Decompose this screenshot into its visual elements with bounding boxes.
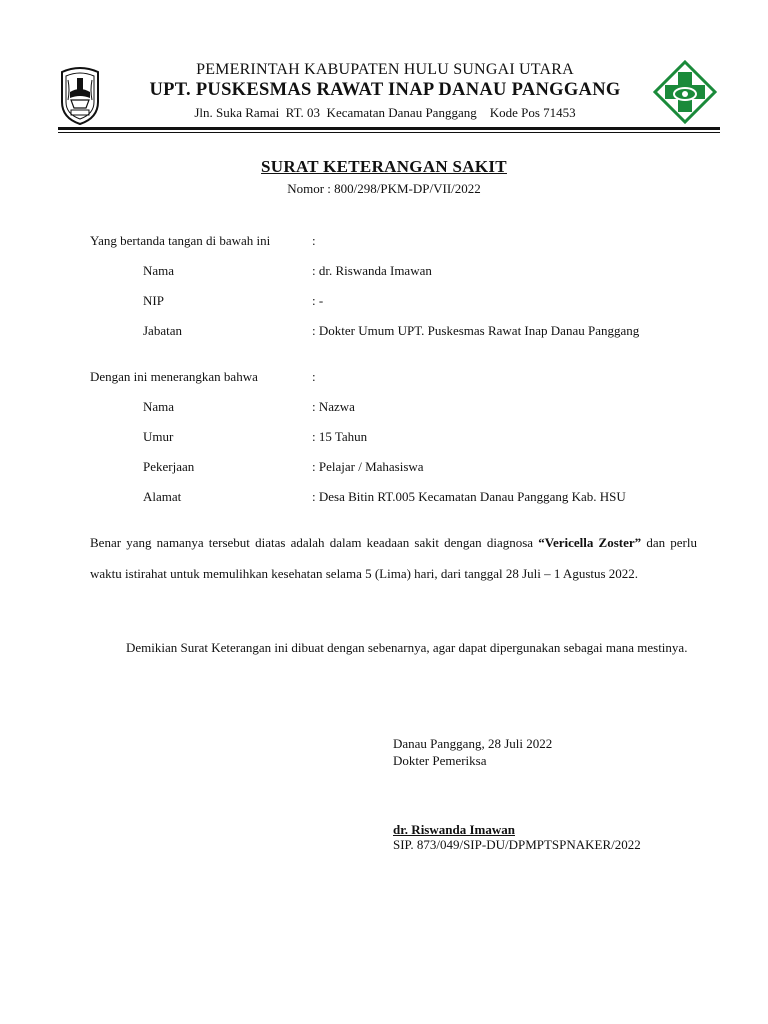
statement-paragraph xyxy=(90,527,697,589)
closing-paragraph: Demikian Surat Keterangan ini dibuat dengan sebenarnya, agar dapat dipergunakan sebagai mana mestinya. xyxy=(126,640,688,655)
regency-emblem-icon xyxy=(58,66,102,126)
letterhead-divider xyxy=(58,127,720,130)
signer-nip-label: NIP xyxy=(143,293,164,308)
patient-occupation-value: : Pelajar / Mahasiswa xyxy=(312,459,424,474)
patient-age-value: : 15 Tahun xyxy=(312,429,368,444)
signer-nip-value: : - xyxy=(312,293,324,308)
statement-text-before: Benar yang namanya tersebut diatas adalah dalam keadaan sakit dengan diagnosa xyxy=(90,535,539,550)
institution-name: UPT. PUSKESMAS RAWAT INAP DANAU PANGGANG xyxy=(149,80,621,100)
patient-name-label: Nama xyxy=(143,399,175,414)
document-title: SURAT KETERANGAN SAKIT xyxy=(261,157,507,176)
signer-intro-colon: : xyxy=(312,233,316,248)
patient-name-value: : Nazwa xyxy=(312,399,355,414)
signature-place-date: Danau Panggang, 28 Juli 2022 xyxy=(393,736,553,751)
signature-sip: SIP. 873/049/SIP-DU/DPMPTSPNAKER/2022 xyxy=(393,837,641,852)
statement-text-after: dan perlu waktu istirahat untuk memulihkan kesehatan selama 5 (Lima) hari, dari tanggal 28 Juli – 1 Agustus 2022. xyxy=(90,535,697,581)
signature-role: Dokter Pemeriksa xyxy=(393,753,487,768)
puskesmas-logo-icon xyxy=(653,60,717,124)
patient-occupation-label: Pekerjaan xyxy=(143,459,195,474)
institution-address: Jln. Suka Ramai RT. 03 Kecamatan Danau Panggang Kode Pos 71453 xyxy=(194,105,576,120)
signer-position-label: Jabatan xyxy=(143,323,182,338)
signer-intro-label: Yang bertanda tangan di bawah ini xyxy=(90,233,271,248)
signer-name-value: : dr. Riswanda Imawan xyxy=(312,263,432,278)
signature-name: dr. Riswanda Imawan xyxy=(393,822,515,837)
patient-intro-colon: : xyxy=(312,369,316,384)
patient-age-label: Umur xyxy=(143,429,174,444)
patient-address-value: : Desa Bitin RT.005 Kecamatan Danau Panggang Kab. HSU xyxy=(312,489,626,504)
patient-intro-label: Dengan ini menerangkan bahwa xyxy=(90,369,258,384)
signer-position-value: : Dokter Umum UPT. Puskesmas Rawat Inap Danau Panggang xyxy=(312,323,640,338)
signer-name-label: Nama xyxy=(143,263,175,278)
letterhead-divider-thin xyxy=(58,132,720,133)
government-name: PEMERINTAH KABUPATEN HULU SUNGAI UTARA xyxy=(196,61,574,78)
document-number: Nomor : 800/298/PKM-DP/VII/2022 xyxy=(287,181,481,196)
patient-address-label: Alamat xyxy=(143,489,182,504)
diagnosis-text: “Vericella Zoster” xyxy=(538,535,642,550)
